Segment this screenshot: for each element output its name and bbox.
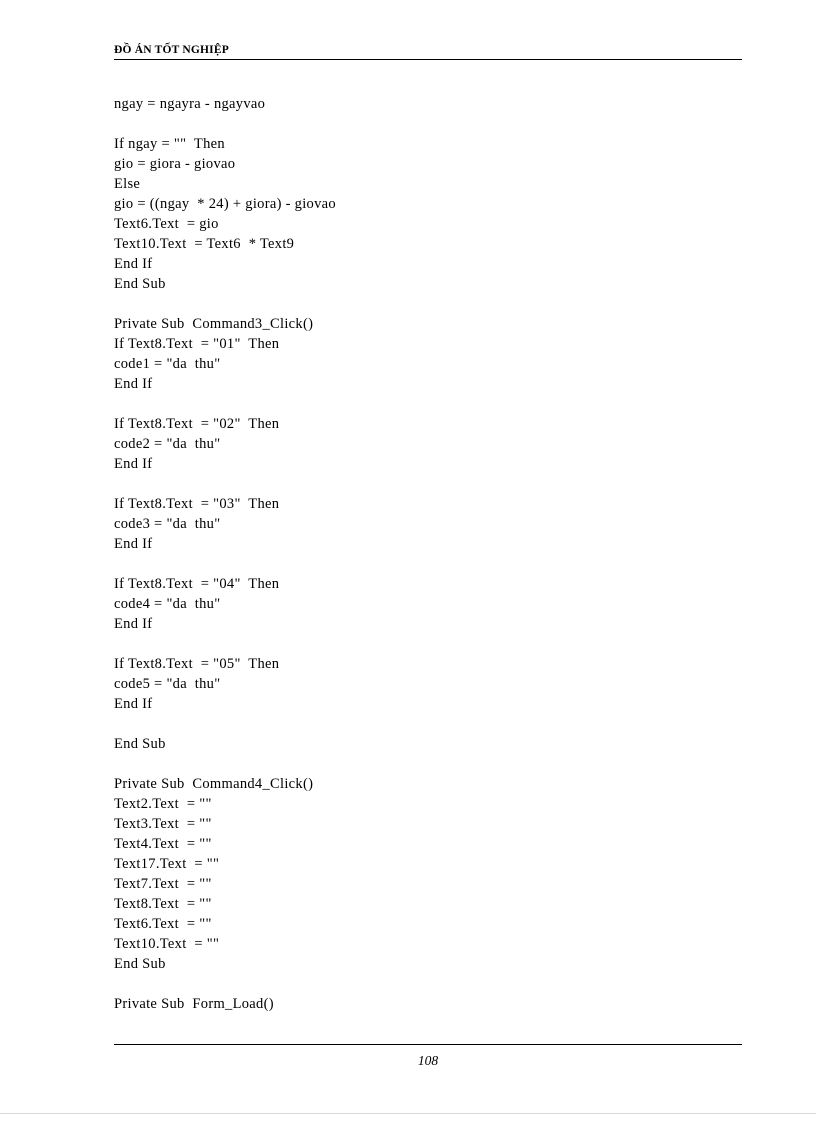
sheet-edge — [0, 1113, 816, 1114]
code-line: Text10.Text = "" — [114, 936, 220, 952]
code-line: End If — [114, 456, 153, 472]
code-line: Private Sub Command4_Click() — [114, 776, 314, 792]
code-listing — [114, 94, 754, 1014]
code-line: Text3.Text = "" — [114, 816, 212, 832]
code-line — [114, 634, 754, 654]
code-line: End Sub — [114, 736, 166, 752]
code-line: End If — [114, 696, 153, 712]
header-rule — [114, 59, 742, 60]
code-line: ngay = ngayra - ngayvao — [114, 96, 266, 112]
code-line: Else — [114, 176, 141, 192]
code-line: code4 = "da thu" — [114, 596, 221, 612]
code-line — [114, 714, 754, 734]
code-line: If Text8.Text = "01" Then — [114, 336, 280, 352]
code-line: gio = giora - giovao — [114, 156, 236, 172]
code-line: End If — [114, 376, 153, 392]
code-line: Text8.Text = "" — [114, 896, 212, 912]
code-line — [114, 294, 754, 314]
code-line: End If — [114, 256, 153, 272]
code-line: gio = ((ngay * 24) + giora) - giovao — [114, 196, 336, 212]
header-title: ĐỒ ÁN TỐT NGHIỆP — [114, 44, 229, 56]
code-line: Text4.Text = "" — [114, 836, 212, 852]
code-line: If Text8.Text = "02" Then — [114, 416, 280, 432]
code-line: Private Sub Form_Load() — [114, 996, 274, 1012]
code-line: If ngay = "" Then — [114, 136, 225, 152]
code-line — [114, 754, 754, 774]
page-footer — [114, 1044, 742, 1069]
code-line: Private Sub Command3_Click() — [114, 316, 314, 332]
page-header — [114, 44, 742, 60]
code-line — [114, 974, 754, 994]
code-line: If Text8.Text = "05" Then — [114, 656, 280, 672]
code-line — [114, 554, 754, 574]
code-line: code5 = "da thu" — [114, 676, 221, 692]
code-line: End If — [114, 616, 153, 632]
code-line: Text10.Text = Text6 * Text9 — [114, 236, 295, 252]
code-line: Text6.Text = "" — [114, 916, 212, 932]
code-line: Text2.Text = "" — [114, 796, 212, 812]
code-line — [114, 114, 754, 134]
code-line: End Sub — [114, 956, 166, 972]
code-line: code1 = "da thu" — [114, 356, 221, 372]
code-line: Text6.Text = gio — [114, 216, 219, 232]
code-line: End If — [114, 536, 153, 552]
code-line: code3 = "da thu" — [114, 516, 221, 532]
page-number: 108 — [417, 1053, 439, 1068]
code-line: Text17.Text = "" — [114, 856, 220, 872]
code-line: If Text8.Text = "04" Then — [114, 576, 280, 592]
code-line — [114, 394, 754, 414]
code-line: Text7.Text = "" — [114, 876, 212, 892]
code-line: code2 = "da thu" — [114, 436, 221, 452]
code-line — [114, 474, 754, 494]
code-line: End Sub — [114, 276, 166, 292]
code-line: If Text8.Text = "03" Then — [114, 496, 280, 512]
